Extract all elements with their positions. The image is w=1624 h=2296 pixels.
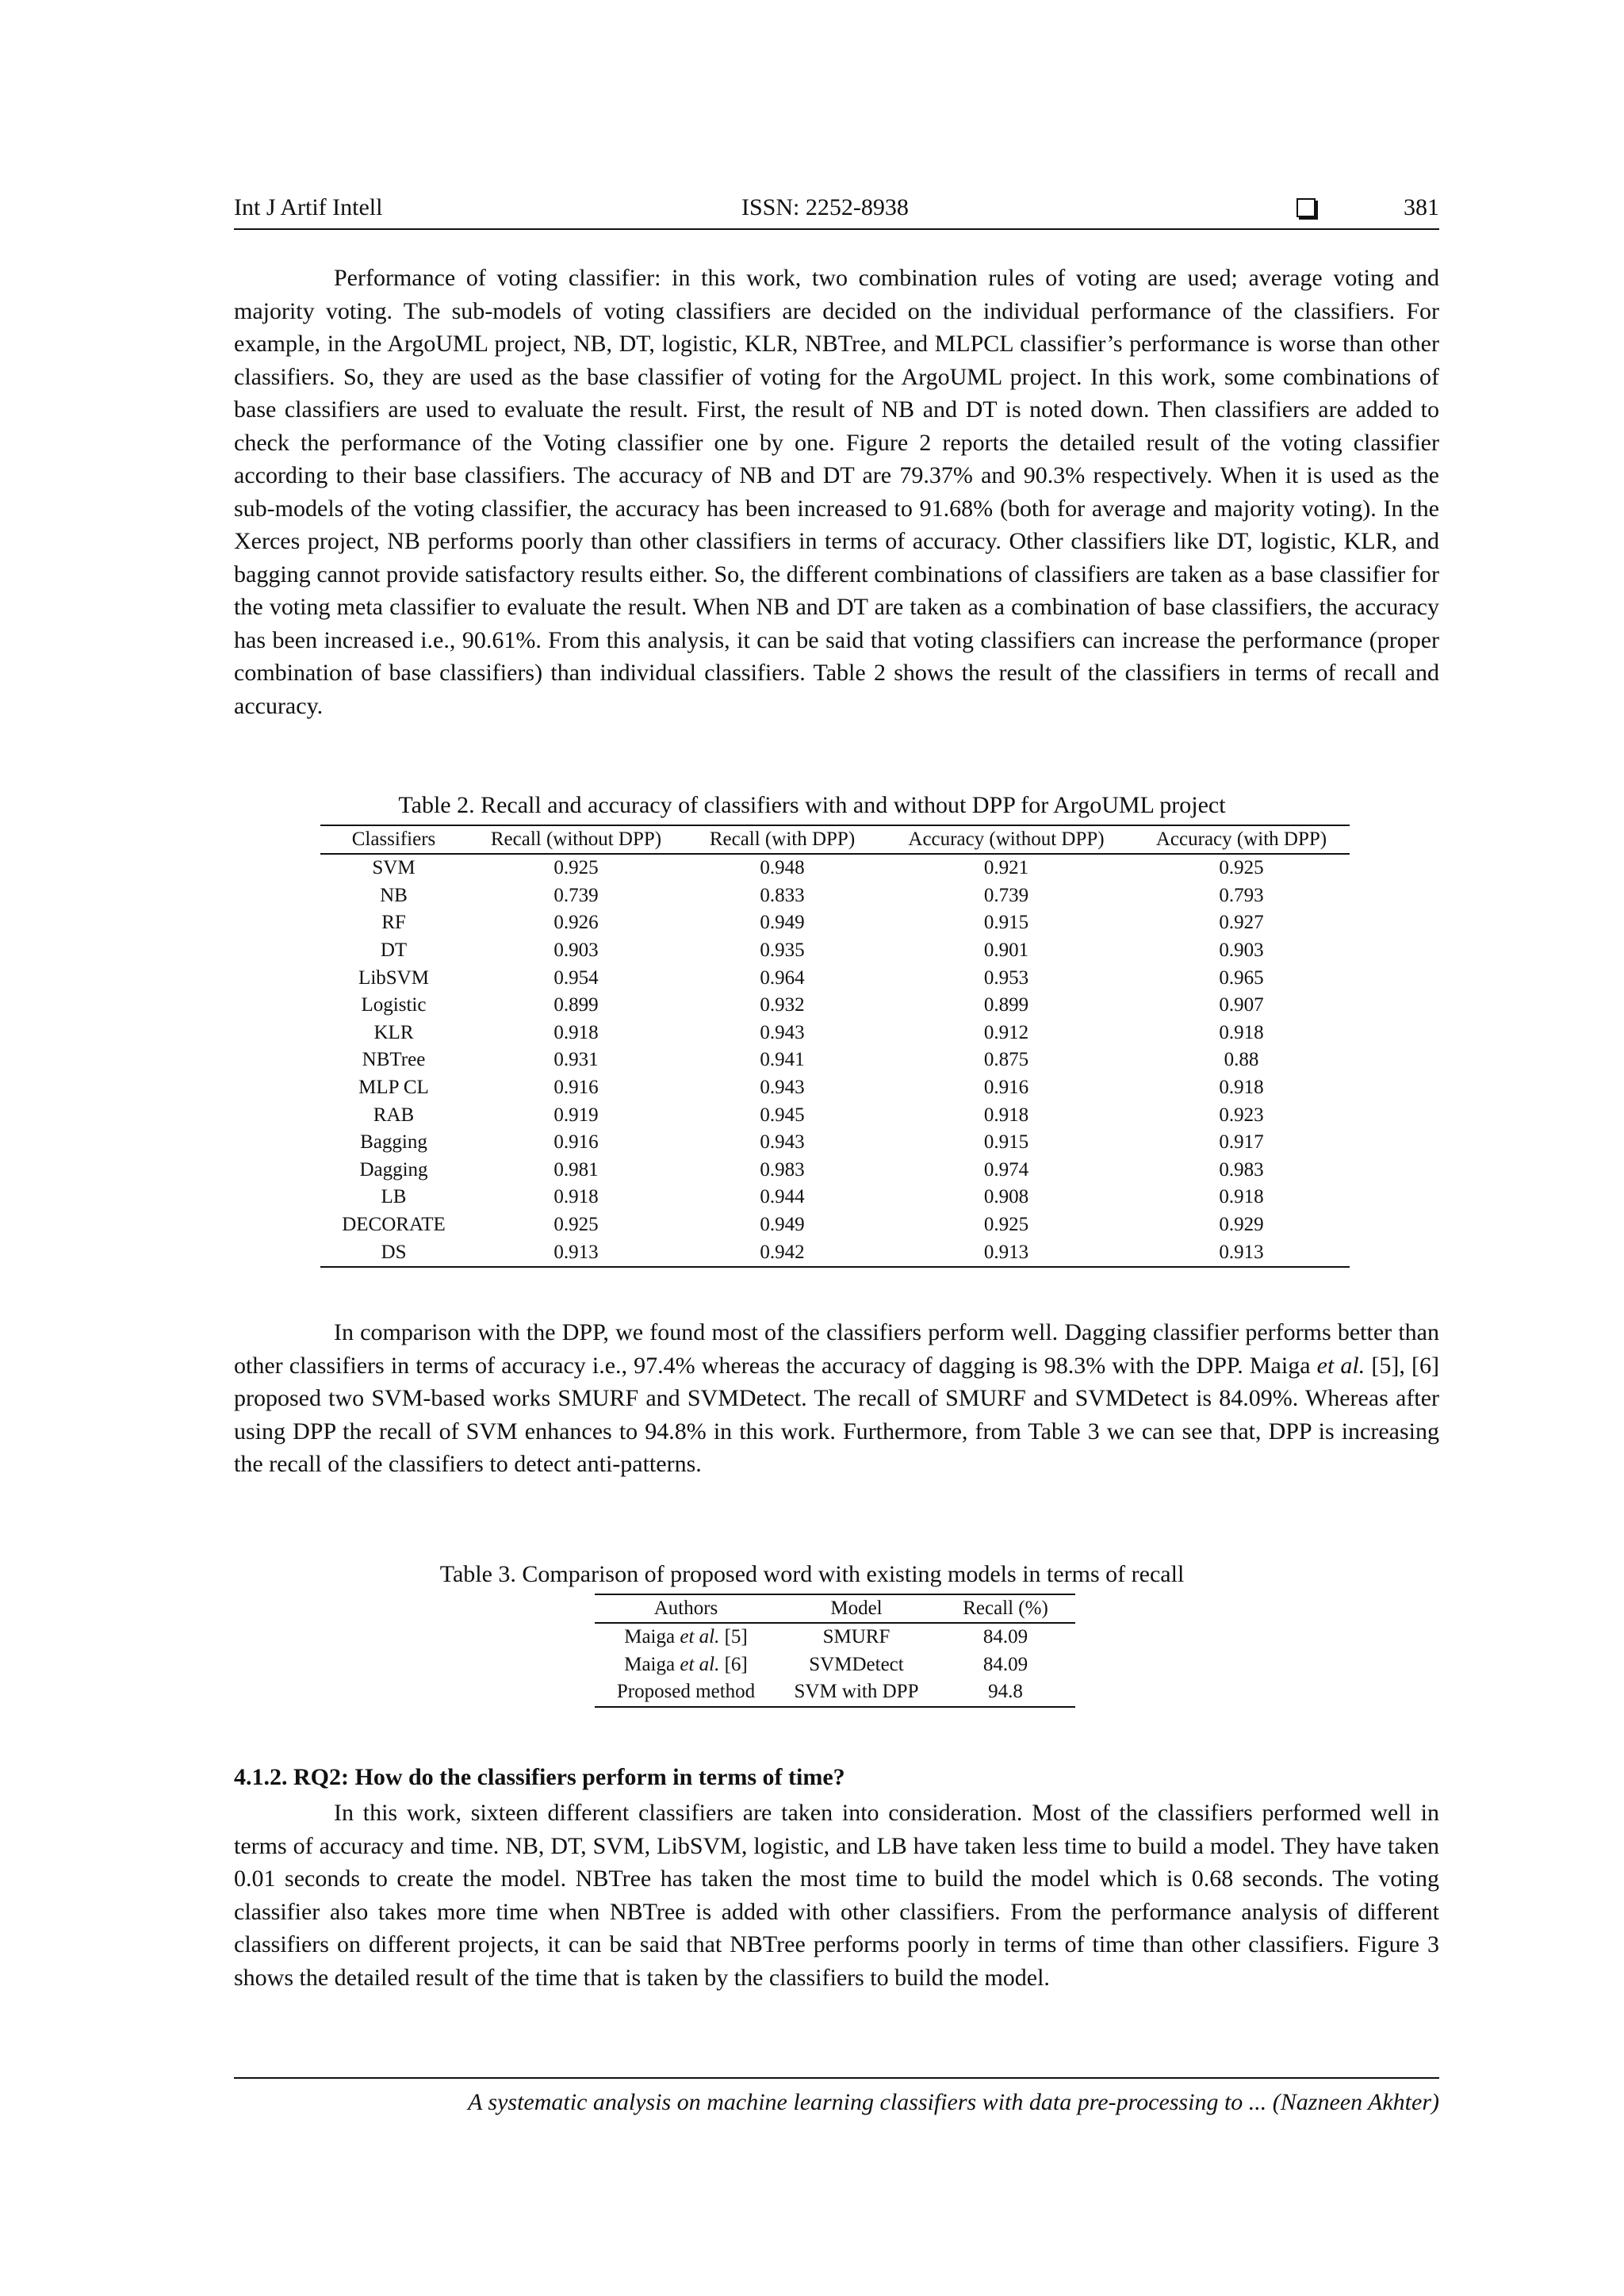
table-row: [320, 1129, 1350, 1157]
square-box-icon: [1297, 198, 1316, 217]
table-row: [320, 964, 1350, 992]
paragraph-dpp-comparison: [234, 1316, 1439, 1481]
table-row: [320, 882, 1350, 910]
et-al: et al.: [1316, 1352, 1365, 1379]
table-cell: 0.944: [760, 1186, 805, 1208]
table2: [320, 825, 1350, 1268]
table-cell: SMURF: [822, 1626, 891, 1648]
issn: ISSN: 2252-8938: [741, 194, 909, 220]
table-cell: 0.915: [983, 1131, 1029, 1154]
table-row: [320, 1101, 1350, 1129]
table-cell: Proposed method: [595, 1678, 777, 1707]
column-header: Accuracy (with DPP): [1133, 825, 1350, 854]
table-cell: 0.974: [983, 1158, 1029, 1181]
author-name: Maiga: [624, 1653, 676, 1675]
table-cell: 0.943: [760, 1021, 805, 1043]
table-row: [320, 1157, 1350, 1184]
table-cell: 0.918: [1219, 1021, 1264, 1043]
table-cell: 0.927: [1219, 912, 1264, 934]
table-cell: 0.925: [553, 1214, 599, 1236]
table3-caption: Table 3. Comparison of proposed word with existing models in terms of recall: [439, 1561, 1185, 1587]
section-heading: 4.1.2. RQ2: How do the classifiers perform in terms of time?: [234, 1764, 845, 1790]
table-cell: 0.943: [760, 1131, 805, 1154]
table-cell: 0.948: [760, 857, 805, 879]
table-cell: 0.931: [553, 1049, 599, 1071]
table-cell: 0.739: [983, 884, 1029, 906]
table-cell: 0.918: [983, 1104, 1029, 1126]
table-row: [595, 1678, 1075, 1707]
table-cell: Logistic: [361, 994, 427, 1016]
table-cell: 0.925: [553, 857, 599, 879]
table-cell: 0.981: [553, 1158, 599, 1181]
footer-rule: [234, 2077, 1439, 2079]
table-cell: 0.964: [760, 966, 805, 989]
column-header: Recall (%): [936, 1594, 1075, 1623]
table-cell: 0.793: [1219, 884, 1264, 906]
table-cell: 0.941: [760, 1049, 805, 1071]
table-cell: 0.916: [553, 1131, 599, 1154]
table-cell: 0.919: [553, 1104, 599, 1126]
table-cell: SVMDetect: [809, 1653, 904, 1675]
table2-caption: Table 2. Recall and accuracy of classifiers with and without DPP for ArgoUML project: [398, 792, 1226, 818]
table-row: [320, 909, 1350, 937]
table-cell: Bagging: [360, 1131, 427, 1154]
paragraph-text: In comparison with the DPP, we found most of the classifiers perform well. Dagging classifier performs better than other classifiers in terms of accuracy i.e., 97.4% whereas the accuracy of dagging is 98.3% with the DPP. Maiga: [234, 1319, 1439, 1379]
table-cell: NB: [380, 884, 408, 906]
table-cell: RAB: [373, 1104, 415, 1126]
table-row: [320, 937, 1350, 965]
table-cell: DT: [380, 939, 408, 962]
table-cell: KLR: [373, 1021, 414, 1043]
column-header: Accuracy (without DPP): [879, 825, 1133, 854]
table-cell: 0.916: [553, 1077, 599, 1099]
paragraph-text: Performance of voting classifier: in this work, two combination rules of voting are used; average voting and majority voting. The sub-models of voting classifiers are decided on the individual performance of the classifiers. For example, in the ArgoUML project, NB, DT, logistic, KLR, NBTree, and MLPCL classifier’s performance is worse than other classifiers. So, they are used as the base classifier of voting for the ArgoUML project. In this work, some combinations of base classifiers are used to evaluate the result. First, the result of NB and DT is noted down. Then classifiers are added to check the performance of the Voting classifier one by one. Figure 2 reports the detailed result of the voting classifier according to their base classifiers. The accuracy of NB and DT are 79.37% and 90.3% respectively. When it is used as the sub-models of the voting classifier, the accuracy has been increased to 91.68% (both for average and majority voting). In the Xerces project, NB performs poorly than other classifiers in terms of accuracy. Other classifiers like DT, logistic, KLR, and bagging cannot provide satisfactory results either. So, the different combinations of classifiers are taken as a base classifier for the voting meta classifier to evaluate the result. When NB and DT are taken as a combination of base classifiers, the accuracy has been increased i.e., 90.61%. From this analysis, it can be said that voting classifiers can increase the performance (proper combination of base classifiers) than individual classifiers. Table 2 shows the result of the classifiers in terms of recall and accuracy.: [234, 265, 1439, 719]
page-number: 381: [1404, 194, 1439, 220]
paragraph-text: In this work, sixteen different classifiers are taken into consideration. Most of the classifiers performed well in terms of accuracy and time. NB, DT, SVM, LibSVM, logistic, and LB have taken less time to build a model. They have taken 0.01 seconds to create the model. NBTree has taken the most time to build the model which is 0.68 seconds. The voting classifier also takes more time when NBTree is added with other classifiers. From the performance analysis of different classifiers on different projects, it can be said that NBTree performs poorly in terms of time than other classifiers. Figure 3 shows the detailed result of the time that is taken by the classifiers to build the model.: [234, 1800, 1439, 1991]
table-cell: 0.739: [553, 884, 599, 906]
table-cell: 0.908: [983, 1186, 1029, 1208]
table-cell: 0.913: [1133, 1238, 1350, 1267]
paragraph-voting-classifier: [234, 262, 1439, 722]
table-row: [320, 992, 1350, 1020]
running-footer: A systematic analysis on machine learning classifiers with data pre-processing to ... (Nazneen Akhter): [468, 2089, 1439, 2115]
table-row: [320, 1238, 1350, 1267]
table-cell: 0.918: [1219, 1186, 1264, 1208]
table-cell: 0.945: [760, 1104, 805, 1126]
table-cell: 0.901: [983, 939, 1029, 962]
author-name: Maiga: [624, 1626, 676, 1648]
table-cell: 0.925: [1219, 857, 1264, 879]
table-cell: 0.913: [879, 1238, 1133, 1267]
table-cell: 0.918: [553, 1186, 599, 1208]
table-row: [320, 854, 1350, 882]
table-cell: RF: [381, 912, 406, 934]
running-header: [234, 192, 1439, 230]
table-row: [595, 1651, 1075, 1679]
table-cell: SVM with DPP: [777, 1678, 936, 1707]
journal-name: Int J Artif Intell: [234, 194, 383, 220]
table-cell: 0.88: [1224, 1049, 1259, 1071]
citation-ref: [5]: [724, 1626, 748, 1648]
table-cell: MLP CL: [358, 1077, 429, 1099]
table-cell: 0.917: [1219, 1131, 1264, 1154]
table3: [595, 1594, 1075, 1708]
table-cell: 0.899: [553, 994, 599, 1016]
table-cell: 0.926: [553, 912, 599, 934]
citation-ref: [6]: [724, 1653, 748, 1675]
table-cell: NBTree: [362, 1049, 426, 1071]
table-cell: 0.918: [553, 1021, 599, 1043]
paragraph-text: [5], [6] proposed two SVM-based works SMURF and SVMDetect. The recall of SMURF and SVMDetect is 84.09%. Whereas after using DPP the recall of SVM enhances to 94.8% in this work. Furthermore, from Table 3 we can see that, DPP is increasing the recall of the classifiers to detect anti-patterns.: [234, 1352, 1439, 1477]
table-cell: 0.983: [1219, 1158, 1264, 1181]
table-cell: 0.833: [760, 884, 805, 906]
table-cell: [595, 1623, 777, 1651]
table-cell: 0.949: [760, 912, 805, 934]
table-cell: 84.09: [982, 1626, 1028, 1648]
table-cell: 0.875: [983, 1049, 1029, 1071]
table-cell: 0.942: [685, 1238, 879, 1267]
et-al: et al.: [680, 1653, 720, 1675]
table-row: [320, 1047, 1350, 1074]
column-header: Recall (with DPP): [685, 825, 879, 854]
table-row: [320, 1074, 1350, 1102]
table-cell: 0.925: [983, 1214, 1029, 1236]
table-cell: 0.929: [1219, 1214, 1264, 1236]
table-cell: 0.949: [760, 1214, 805, 1236]
table-cell: DS: [320, 1238, 467, 1267]
table-cell: 0.903: [1219, 939, 1264, 962]
table-cell: 0.983: [760, 1158, 805, 1181]
table-cell: 0.923: [1219, 1104, 1264, 1126]
table-header-row: [320, 825, 1350, 854]
table-cell: 0.953: [983, 966, 1029, 989]
table-header-row: [595, 1594, 1075, 1623]
table-cell: 0.916: [983, 1077, 1029, 1099]
table-cell: 0.965: [1219, 966, 1264, 989]
table-row: [320, 1184, 1350, 1211]
table-cell: 0.954: [553, 966, 599, 989]
paragraph-time-analysis: [234, 1797, 1439, 1994]
table-cell: 0.912: [983, 1021, 1029, 1043]
table-row: [595, 1623, 1075, 1651]
column-header: Authors: [595, 1594, 777, 1623]
et-al: et al.: [680, 1626, 720, 1648]
table-row: [320, 1211, 1350, 1239]
table-cell: 94.8: [936, 1678, 1075, 1707]
table-cell: 0.907: [1219, 994, 1264, 1016]
table-cell: [595, 1651, 777, 1679]
table-cell: LB: [381, 1186, 407, 1208]
table-cell: LibSVM: [358, 966, 429, 989]
column-header: Model: [777, 1594, 936, 1623]
column-header: Classifiers: [320, 825, 467, 854]
table-cell: 0.918: [1219, 1077, 1264, 1099]
table-cell: 0.943: [760, 1077, 805, 1099]
table-cell: 0.921: [983, 857, 1029, 879]
table-cell: SVM: [372, 857, 416, 879]
table-cell: 84.09: [982, 1653, 1028, 1675]
table-cell: 0.913: [467, 1238, 685, 1267]
table-cell: DECORATE: [342, 1214, 446, 1236]
table-cell: Dagging: [359, 1158, 428, 1181]
column-header: Recall (without DPP): [467, 825, 685, 854]
table-cell: 0.903: [553, 939, 599, 962]
table-cell: 0.899: [983, 994, 1029, 1016]
table-cell: 0.915: [983, 912, 1029, 934]
table-cell: 0.932: [760, 994, 805, 1016]
table-row: [320, 1020, 1350, 1047]
table-cell: 0.935: [760, 939, 805, 962]
